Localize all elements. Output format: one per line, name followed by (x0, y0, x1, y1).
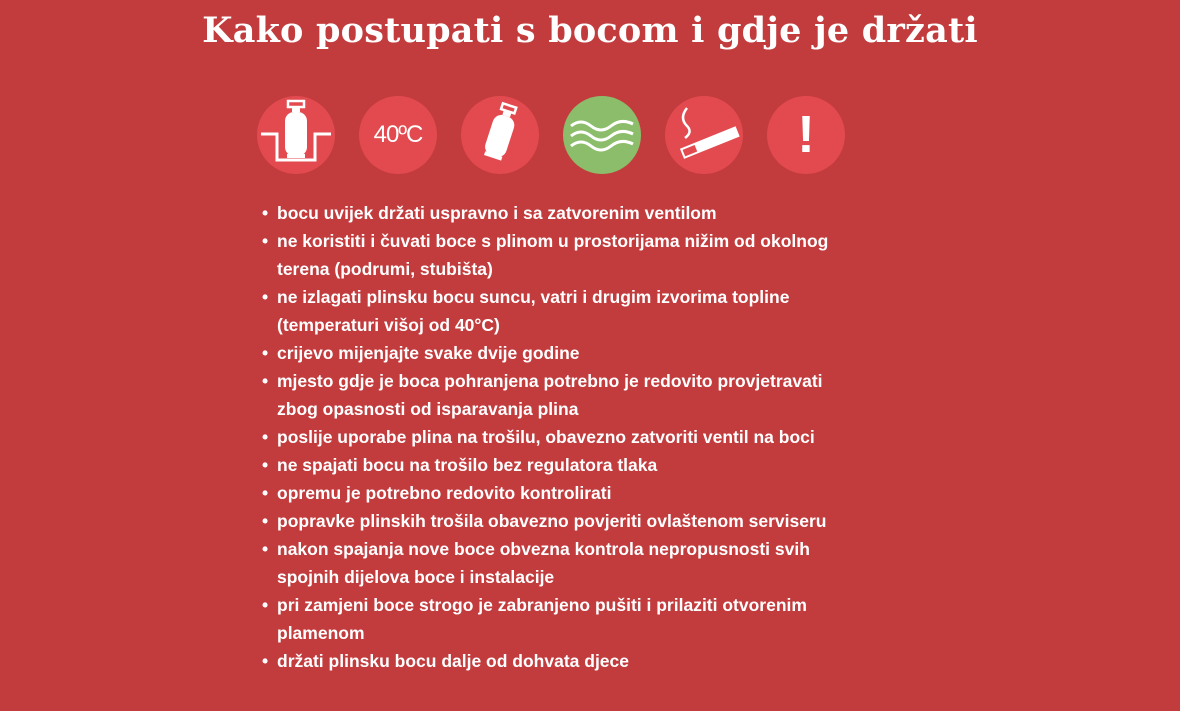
rule-item (262, 507, 902, 535)
rule-item (262, 367, 902, 423)
rule-text-line: mjesto gdje je boca pohranjena potrebno je redovito provjetravati (277, 371, 823, 391)
rule-text-line: poslije uporabe plina na trošilu, obavezno zatvoriti ventil na boci (277, 427, 815, 447)
temperature-label: 40ºC (373, 121, 423, 148)
safety-rules-list (262, 199, 902, 675)
bullet-marker: • (262, 455, 269, 475)
bullet-marker: • (262, 595, 269, 615)
bullet-marker: • (262, 427, 269, 447)
bullet-marker: • (262, 651, 269, 671)
rule-item (262, 535, 902, 591)
rule-item (262, 283, 902, 339)
rule-item (262, 423, 902, 451)
rule-text-line: popravke plinskih trošila obavezno povjeriti ovlaštenom serviseru (277, 511, 827, 531)
bullet-marker: • (262, 539, 269, 559)
bullet-marker: • (262, 231, 269, 251)
rule-item (262, 227, 902, 283)
bullet-marker: • (262, 483, 269, 503)
rule-item (262, 451, 902, 479)
rule-text-line: spojnih dijelova boce i instalacije (277, 567, 555, 587)
rule-text-line: crijevo mijenjajte svake dvije godine (277, 343, 580, 363)
safety-icons-row (257, 96, 845, 174)
ventilation-waves-icon (563, 96, 641, 174)
bullet-marker: • (262, 343, 269, 363)
bullet-marker: • (262, 511, 269, 531)
rule-text-line: bocu uvijek držati uspravno i sa zatvorenim ventilom (277, 203, 717, 223)
rule-text-line: plamenom (277, 623, 365, 643)
rule-text-line: zbog opasnosti od isparavanja plina (277, 399, 579, 419)
bullet-marker: • (262, 287, 269, 307)
rule-item (262, 199, 902, 227)
rule-text-line: terena (podrumi, stubišta) (277, 259, 493, 279)
rule-text-line: opremu je potrebno redovito kontrolirati (277, 483, 612, 503)
no-smoking-cigarette-icon (665, 96, 743, 174)
page-title: Kako postupati s bocom i gdje je držati (202, 10, 978, 51)
rule-text-line: ne koristiti i čuvati boce s plinom u prostorijama nižim od okolnog (277, 231, 829, 251)
exclamation-warning-icon (767, 96, 845, 174)
rule-text-line: nakon spajanja nove boce obvezna kontrola nepropusnosti svih (277, 539, 810, 559)
gas-cylinder-upright-icon (461, 96, 539, 174)
gas-cylinder-in-pit-icon (257, 96, 335, 174)
rule-text-line: držati plinsku bocu dalje od dohvata djece (277, 651, 630, 671)
rule-item (262, 479, 902, 507)
rule-text-line: ne izlagati plinsku bocu suncu, vatri i drugim izvorima topline (277, 287, 790, 307)
rule-text-line: ne spajati bocu na trošilo bez regulatora tlaka (277, 455, 658, 475)
exclamation-mark: ! (797, 106, 815, 164)
rule-item (262, 339, 902, 367)
bullet-marker: • (262, 371, 269, 391)
temperature-40c-icon (359, 96, 437, 174)
rule-text-line: pri zamjeni boce strogo je zabranjeno pušiti i prilaziti otvorenim (277, 595, 807, 615)
rule-item (262, 647, 902, 675)
bullet-marker: • (262, 203, 269, 223)
rule-item (262, 591, 902, 647)
rule-text-line: (temperaturi višoj od 40°C) (277, 315, 500, 335)
